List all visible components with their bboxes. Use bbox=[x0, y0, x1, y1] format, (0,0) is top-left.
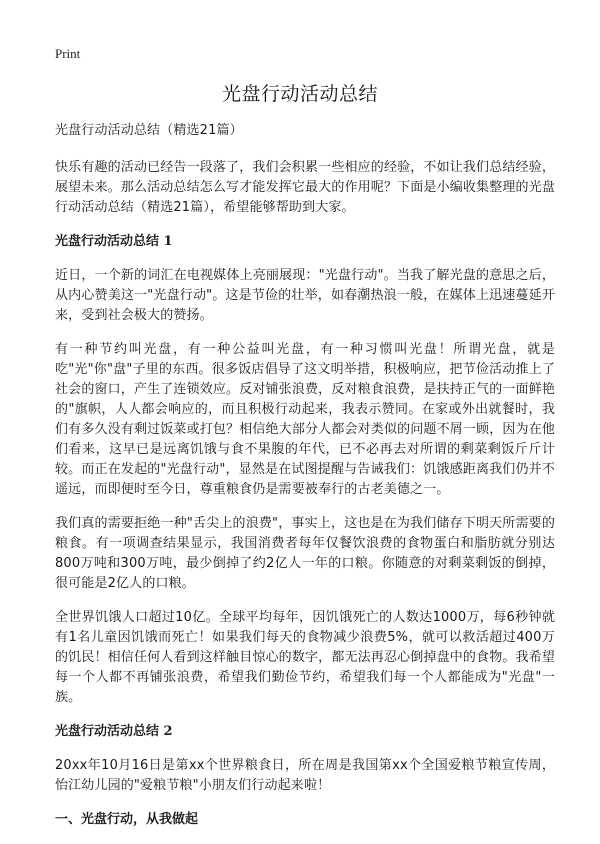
section-1-paragraph: 有一种节约叫光盘，有一种公益叫光盘，有一种习惯叫光盘！所谓光盘，就是吃"光"你"盘"子里的东西。很多饭店倡导了这文明举措，积极响应，把节俭活动推上了社会的窗口，产生了连锁效应。反对铺张浪费，反对粮食浪费，是扶持正气的一面鲜艳的"旗帜，人人都会响应的，而且积极行动起来，我表示赞同。在家或外出就餐时，我们有多久没有剩过饭菜或打包？相信绝大部分人都会对类似的问题不屑一顾，因为在他们看来，这早已是远离饥饿与食不果腹的年代，已不必再去对所谓的剩菜剩饭斤斤计较。而正在发起的"光盘行动"，显然是在试图提醒与告诫我们：饥饿感距离我们仍并不遥远，而即便时至今日，尊重粮食仍是需要被奉行的古老美德之一。 bbox=[55, 342, 555, 497]
print-link[interactable]: Print bbox=[55, 46, 81, 61]
document-body bbox=[55, 121, 555, 844]
section-heading-3: 一、光盘行动，从我做起 bbox=[55, 812, 199, 827]
intro-paragraph: 快乐有趣的活动已经告一段落了，我们会积累一些相应的经验，不如让我们总结经验，展望未来。那么活动总结怎么写才能发挥它最大的作用呢？下面是小编收集整理的光盘行动活动总结（精选21篇），希望能够帮助到大家。 bbox=[55, 160, 555, 215]
section-heading-2: 光盘行动活动总结 2 bbox=[55, 724, 173, 739]
section-1-paragraph: 我们真的需要拒绝一种"舌尖上的浪费"，事实上，这也是在为我们储存下明天所需要的粮食。有一项调查结果显示，我国消费者每年仅餐饮浪费的食物蛋白和脂肪就分别达800万吨和300万吨，最少倒掉了约2亿人一年的口粮。你随意的对剩菜剩饭的倒掉，很可能是2亿人的口粮。 bbox=[55, 516, 555, 591]
section-1-paragraph: 近日，一个新的词汇在电视媒体上亮丽展现："光盘行动"。当我了解光盘的意思之后，从内心赞美这一"光盘行动"。这是节俭的壮举，如春潮热浪一般，在媒体上迅速蔓延开来，受到社会极大的赞扬。 bbox=[55, 268, 555, 323]
page-title: 光盘行动活动总结 bbox=[221, 83, 378, 105]
section-2-paragraph: 20xx年10月16日是第xx个世界粮食日，所在周是我国第xx个全国爱粮节粮宣传周，怡江幼儿园的"爱粮节粮"小朋友们行动起来啦！ bbox=[55, 758, 555, 793]
document-subtitle: 光盘行动活动总结（精选21篇） bbox=[55, 123, 243, 138]
section-heading-1: 光盘行动活动总结 1 bbox=[55, 234, 173, 249]
section-1-paragraph: 全世界饥饿人口超过10亿。全球平均每年，因饥饿死亡的人数达1000万，每6秒钟就有1名儿童因饥饿而死亡！如果我们每天的食物减少浪费5%，就可以救活超过400万的饥民！相信任何人看到这样触目惊心的数字，都无法再忍心倒掉盘中的食物。我希望每一个人都不再铺张浪费，希望我们勤俭节约，希望我们每一个人都能成为"光盘"一族。 bbox=[55, 610, 555, 705]
